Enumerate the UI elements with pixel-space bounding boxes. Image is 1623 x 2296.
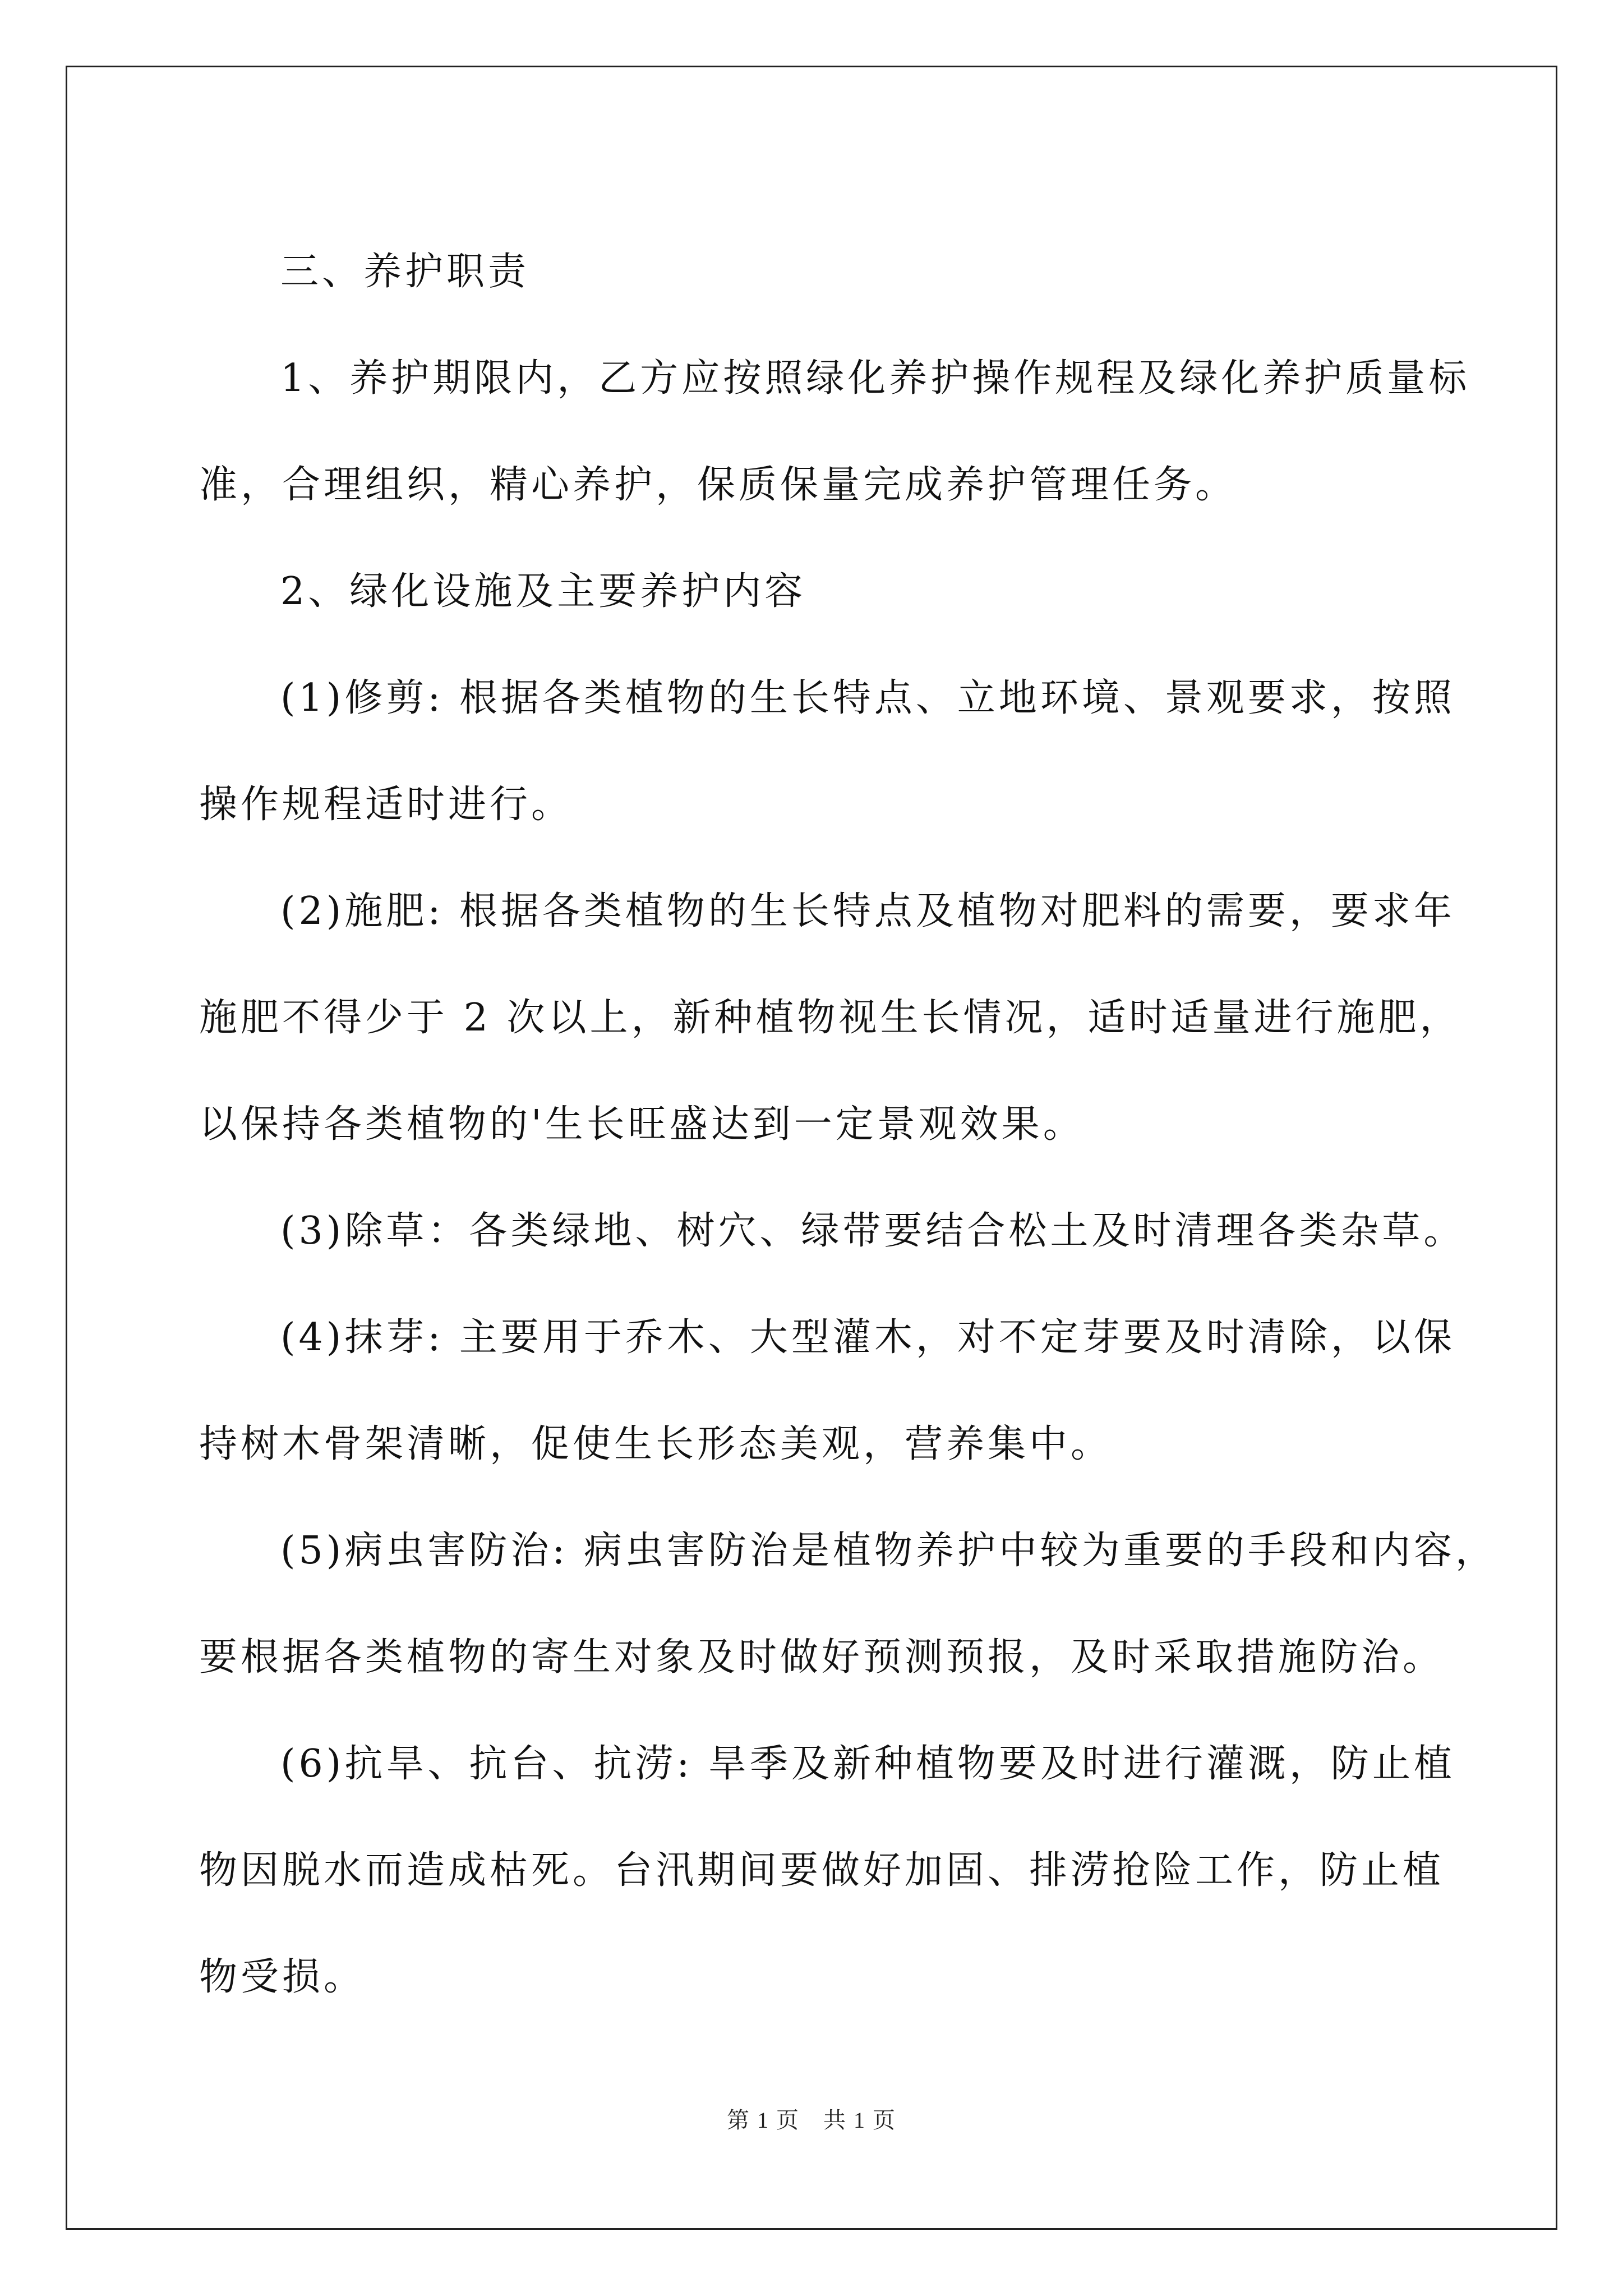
paragraph-pest-control	[199, 1498, 1497, 1711]
paragraph-line: 物因脱水而造成枯死。台汛期间要做好加固、排涝抢险工作，防止植	[199, 1848, 1445, 1893]
paragraph-line: 以保持各类植物的'生长旺盛达到一定景观效果。	[199, 1102, 1085, 1147]
paragraph-line: 操作规程适时进行。	[199, 783, 573, 827]
paragraph-fertilizing	[199, 858, 1461, 1178]
paragraph-line: 准，合理组织，精心养护，保质保量完成养护管理任务。	[199, 463, 1237, 507]
paragraph-line: 要根据各类植物的寄生对象及时做好预测预报，及时采取措施防治。	[199, 1635, 1445, 1680]
paragraph-1	[199, 325, 1470, 539]
paragraph-line: 施肥不得少于 2 次以上，新种植物视生长情况，适时适量进行施肥，	[199, 996, 1461, 1040]
paragraph-pruning	[199, 645, 1455, 858]
paragraph-line: (4)抹芽: 主要用于乔木、大型灌木，对不定芽要及时清除，以保	[280, 1315, 1455, 1360]
paragraph-disbudding	[199, 1285, 1455, 1498]
paragraph-2	[199, 539, 1433, 645]
paragraph-line: (3)除草：各类绿地、树穴、绿带要结合松土及时清理各类杂草。	[280, 1209, 1465, 1253]
paragraph-line: 2、绿化设施及主要养护内容	[280, 569, 806, 614]
paragraph-line: 1、养护期限内，乙方应按照绿化养护操作规程及绿化养护质量标	[280, 356, 1470, 401]
paragraph-line: 物受损。	[199, 1955, 366, 1999]
paragraph-line: (1)修剪: 根据各类植物的生长特点、立地环境、景观要求，按照	[280, 676, 1455, 720]
paragraph-line: (6)抗旱、抗台、抗涝: 旱季及新种植物要及时进行灌溉，防止植	[280, 1742, 1455, 1786]
paragraph-drought-typhoon-flood	[199, 1711, 1455, 2031]
document-body	[199, 219, 1497, 2031]
page-number-footer: 第 1 页 共 1 页	[727, 2108, 896, 2133]
paragraph-weeding	[199, 1178, 1465, 1285]
paragraph-line: 持树木骨架清晰，促使生长形态美观，营养集中。	[199, 1422, 1113, 1466]
paragraph-line: (5)病虫害防治: 病虫害防治是植物养护中较为重要的手段和内容，	[280, 1529, 1497, 1573]
paragraph-line: (2)施肥: 根据各类植物的生长特点及植物对肥料的需要，要求年	[280, 889, 1455, 933]
paragraph-line: 三、养护职责	[280, 250, 530, 294]
section-heading	[199, 219, 1433, 325]
